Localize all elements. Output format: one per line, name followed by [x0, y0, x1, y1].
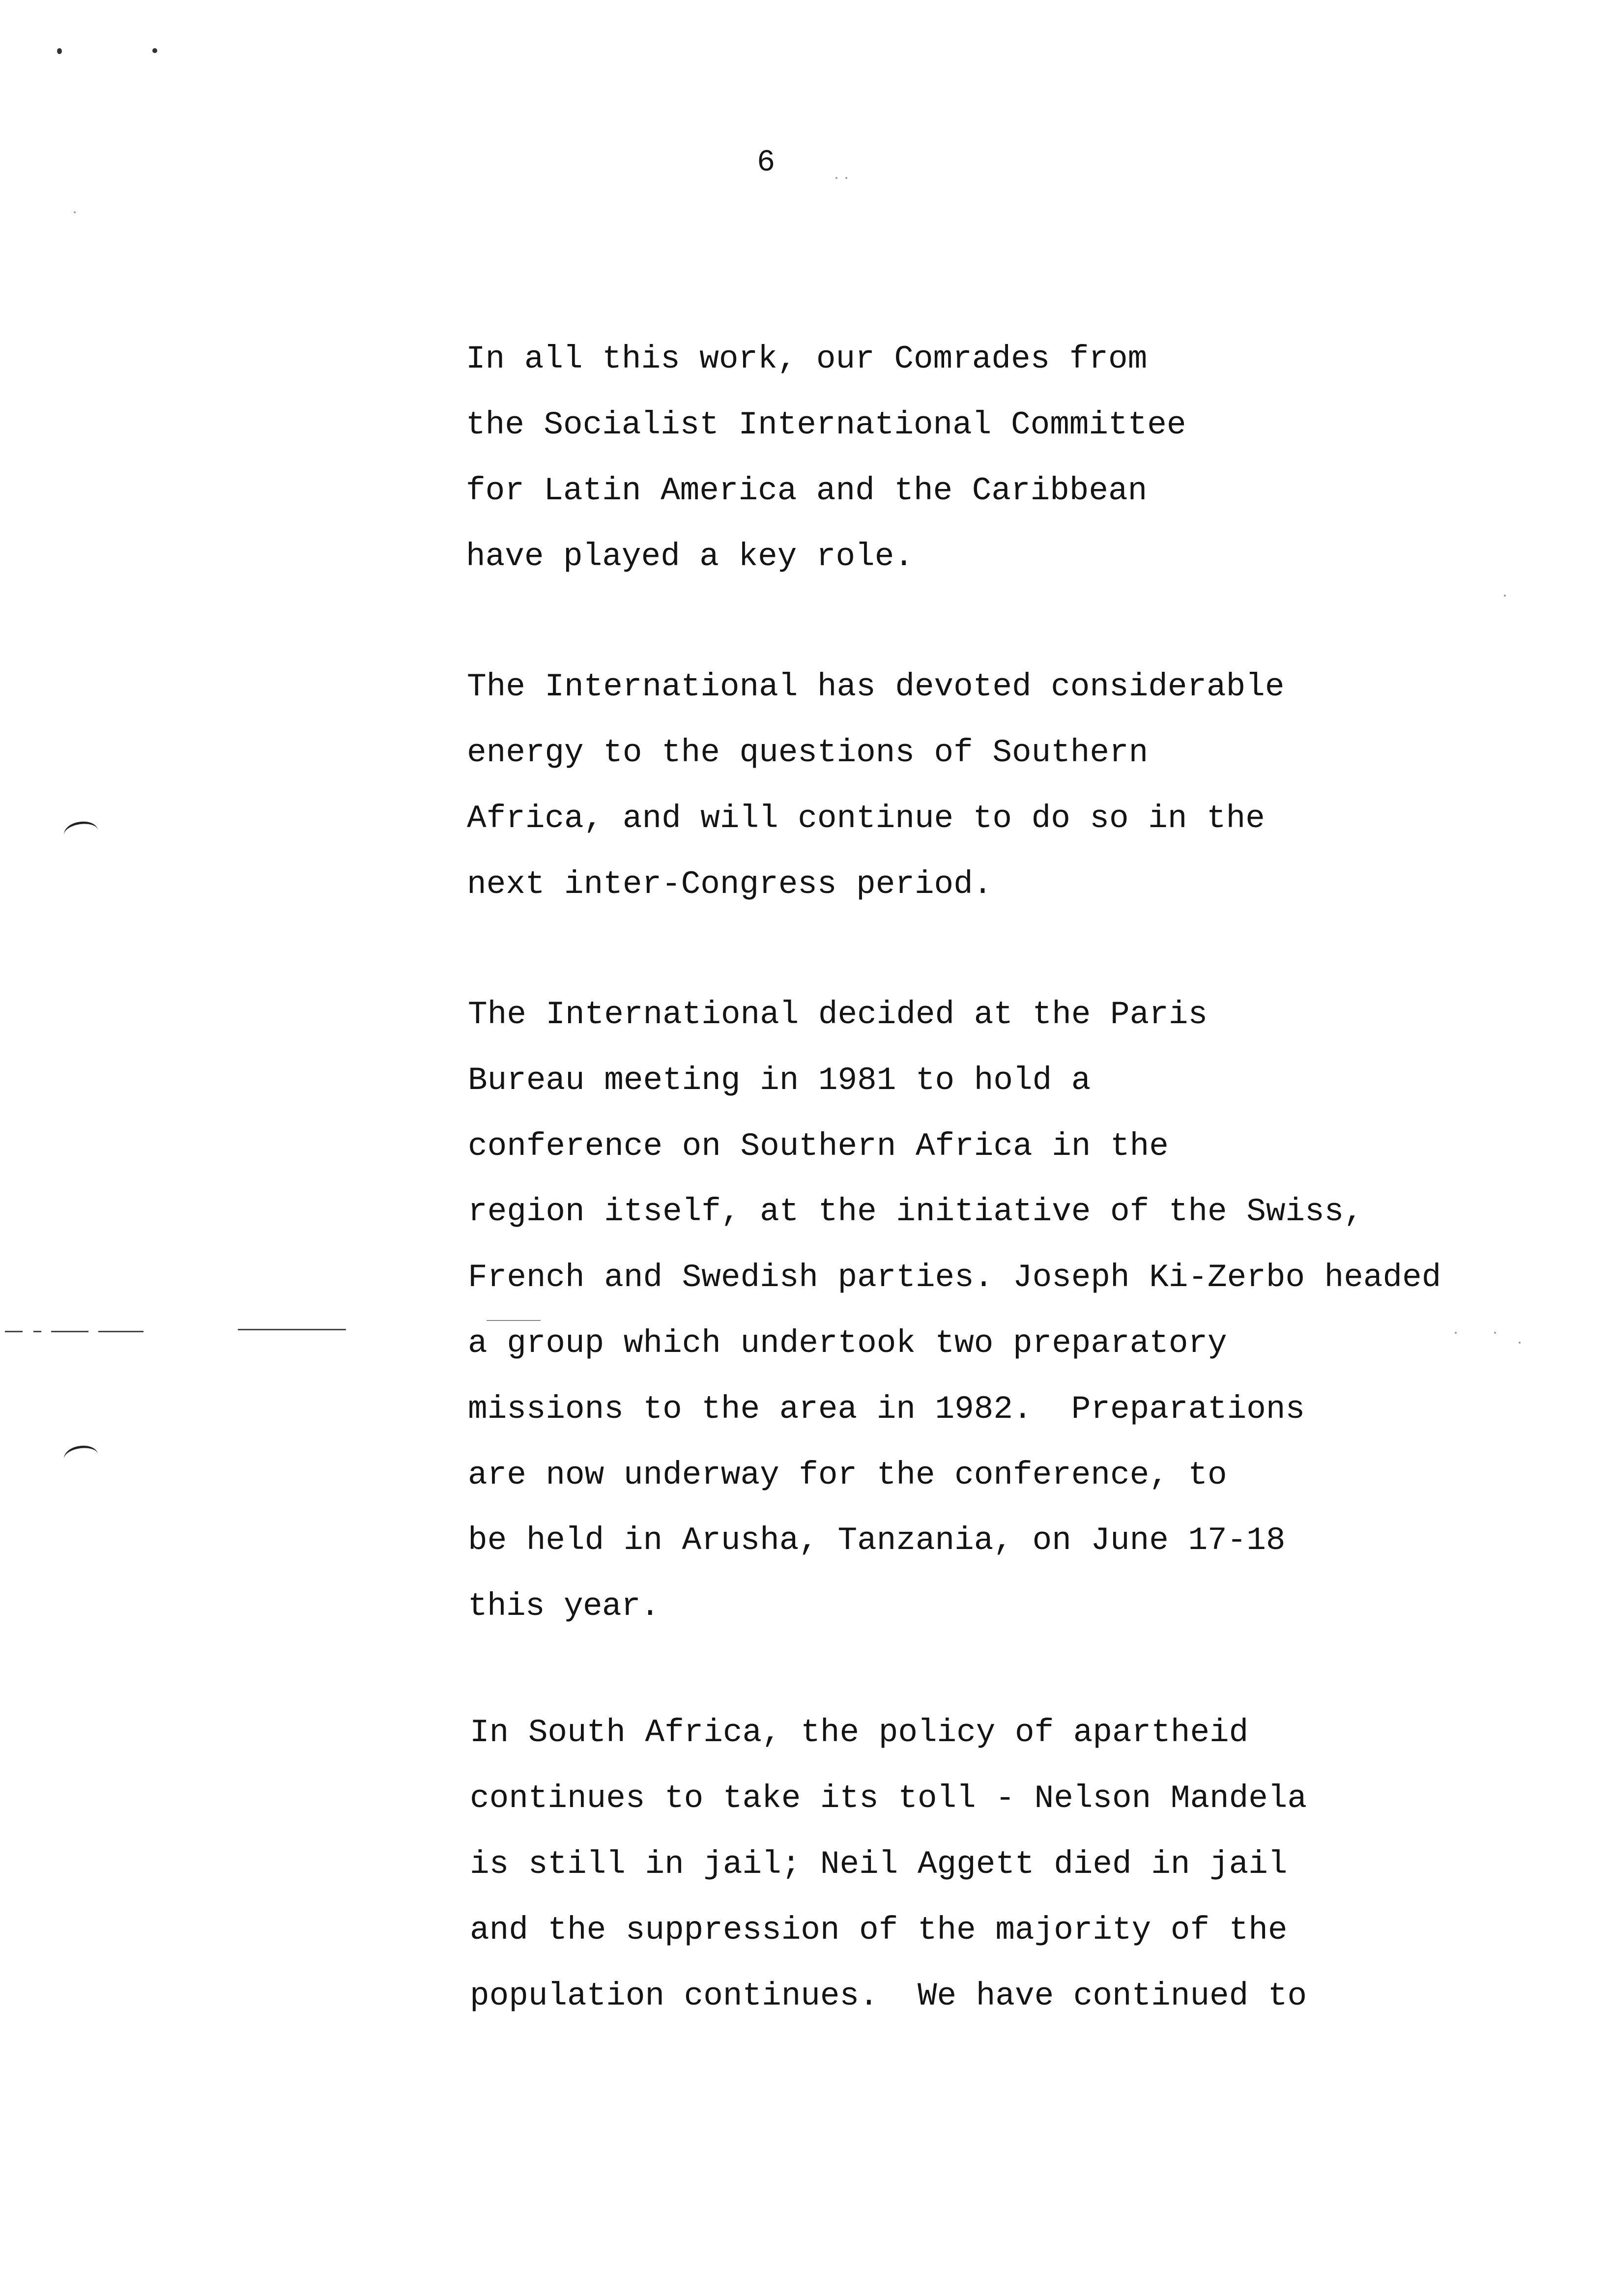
text-line: next inter-Congress period. [467, 866, 993, 903]
text-line: missions to the area in 1982. Preparations [468, 1390, 1305, 1428]
scan-line-artifact [487, 1320, 541, 1321]
text-line: In all this work, our Comrades from [466, 341, 1148, 377]
scan-speck-artifact [1455, 1332, 1457, 1334]
scan-speck-artifact [845, 177, 847, 179]
text-line: The International decided at the Paris [468, 996, 1208, 1033]
text-line: is still in jail; Neil Aggett died in jail [470, 1846, 1288, 1883]
paragraph-paris-bureau [468, 982, 1441, 1639]
text-line: conference on Southern Africa in the [468, 1127, 1169, 1165]
text-line: population continues. We have continued to [470, 1978, 1307, 2014]
scan-dot-artifact [57, 48, 62, 54]
paragraph-south-africa [470, 1700, 1307, 2029]
scan-speck-artifact [835, 177, 837, 179]
scan-line-artifact [33, 1331, 41, 1332]
text-line: have played a key role. [466, 538, 914, 575]
scan-dot-artifact [152, 48, 157, 53]
page-number: 6 [757, 145, 776, 180]
text-line: In South Africa, the policy of apartheid [470, 1714, 1249, 1751]
text-line: be held in Arusha, Tanzania, on June 17-18 [468, 1522, 1286, 1559]
text-line: the Socialist International Committee [466, 406, 1186, 443]
text-line: French and Swedish parties. Joseph Ki-Zerbo headed [468, 1259, 1441, 1296]
scan-speck-artifact [74, 211, 76, 213]
scan-speck-artifact [1519, 1342, 1521, 1344]
text-line: Bureau meeting in 1981 to hold a [468, 1062, 1091, 1099]
text-line: are now underway for the conference, to [468, 1456, 1227, 1493]
text-line: a group which undertook two preparatory [468, 1324, 1227, 1362]
scan-line-artifact [51, 1331, 88, 1332]
text-line: region itself, at the initiative of the Swiss, [468, 1193, 1363, 1231]
text-line: for Latin America and the Caribbean [466, 472, 1148, 509]
scan-line-artifact [5, 1331, 23, 1332]
paragraph-latin-america [466, 326, 1186, 590]
paragraph-southern-africa [467, 654, 1284, 918]
scan-line-artifact [98, 1331, 144, 1332]
binder-hole-mark [62, 819, 100, 846]
binder-hole-mark [62, 1443, 100, 1470]
scan-speck-artifact [1504, 595, 1506, 597]
text-line: Africa, and will continue to do so in the [467, 800, 1265, 837]
text-line: energy to the questions of Southern [467, 734, 1149, 771]
text-line: this year. [468, 1588, 660, 1625]
scan-speck-artifact [1494, 1332, 1496, 1334]
text-line: and the suppression of the majority of the [470, 1912, 1288, 1949]
scan-line-artifact [238, 1329, 346, 1330]
text-line: The International has devoted considerable [467, 668, 1285, 705]
text-line: continues to take its toll - Nelson Mandela [470, 1780, 1307, 1817]
